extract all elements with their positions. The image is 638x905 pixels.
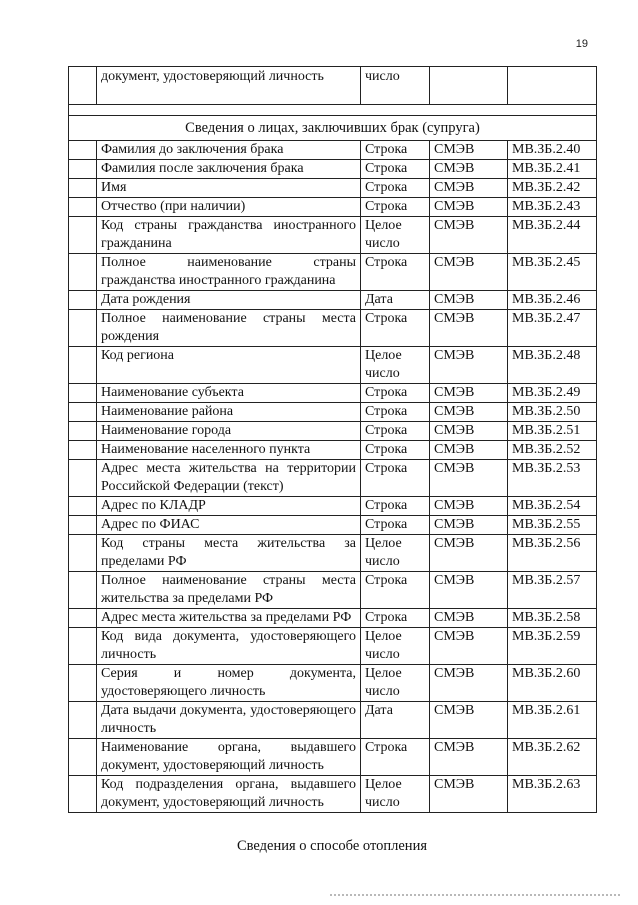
field-name-cell: Код страны места жительства за пределами РФ	[97, 535, 361, 572]
row-index-cell	[69, 702, 97, 739]
field-name-cell: Адрес по КЛАДР	[97, 497, 361, 516]
field-code-cell: МВ.ЗБ.2.42	[508, 179, 597, 198]
field-type-cell: Дата	[361, 702, 430, 739]
row-index-cell	[69, 776, 97, 813]
field-code-cell: МВ.ЗБ.2.45	[508, 254, 597, 291]
field-name-cell: Серия и номер документа, удостоверяющего личность	[97, 665, 361, 702]
table-row	[69, 441, 597, 460]
field-code-cell: МВ.ЗБ.2.59	[508, 628, 597, 665]
field-name-cell: Дата выдачи документа, удостоверяющего личность	[97, 702, 361, 739]
continued-row	[69, 67, 597, 105]
field-source-cell: СМЭВ	[430, 422, 508, 441]
field-name-cell: Наименование органа, выдавшего документ, удостоверяющий личность	[97, 739, 361, 776]
row-index-cell	[69, 310, 97, 347]
field-code-cell: МВ.ЗБ.2.62	[508, 739, 597, 776]
field-type-cell: Строка	[361, 384, 430, 403]
field-code-cell: МВ.ЗБ.2.53	[508, 460, 597, 497]
field-code-cell: МВ.ЗБ.2.51	[508, 422, 597, 441]
field-type-cell: Целое число	[361, 347, 430, 384]
field-name-cell: Адрес по ФИАС	[97, 516, 361, 535]
field-type-cell: Строка	[361, 739, 430, 776]
table-row	[69, 291, 597, 310]
table-row	[69, 702, 597, 739]
field-code-cell: МВ.ЗБ.2.63	[508, 776, 597, 813]
field-name-cell: Наименование города	[97, 422, 361, 441]
table-row	[69, 665, 597, 702]
row-index-cell	[69, 179, 97, 198]
field-code-cell: МВ.ЗБ.2.50	[508, 403, 597, 422]
field-type-cell: Целое число	[361, 665, 430, 702]
scan-artifact	[330, 894, 620, 899]
table-row	[69, 422, 597, 441]
row-index-cell	[69, 460, 97, 497]
field-source-cell: СМЭВ	[430, 160, 508, 179]
field-type-cell: Строка	[361, 198, 430, 217]
field-code-cell: МВ.ЗБ.2.40	[508, 141, 597, 160]
table-row	[69, 572, 597, 609]
field-type-cell: Дата	[361, 291, 430, 310]
row-index-cell	[69, 665, 97, 702]
row-index-cell	[69, 628, 97, 665]
row-index-cell	[69, 347, 97, 384]
field-code-cell: МВ.ЗБ.2.43	[508, 198, 597, 217]
field-name-cell: Код подразделения органа, выдавшего документ, удостоверяющий личность	[97, 776, 361, 813]
table-row	[69, 460, 597, 497]
field-name-cell: Наименование населенного пункта	[97, 441, 361, 460]
row-index-cell	[69, 254, 97, 291]
row-index-cell	[69, 198, 97, 217]
field-name-cell: Адрес места жительства за пределами РФ	[97, 609, 361, 628]
field-name-cell: Фамилия до заключения брака	[97, 141, 361, 160]
field-code-cell: МВ.ЗБ.2.49	[508, 384, 597, 403]
row-index-cell	[69, 217, 97, 254]
field-type-cell: Строка	[361, 422, 430, 441]
row-index-cell	[69, 516, 97, 535]
field-source-cell: СМЭВ	[430, 403, 508, 422]
field-type-cell: Строка	[361, 572, 430, 609]
field-type-cell: Строка	[361, 141, 430, 160]
row-index-cell	[69, 609, 97, 628]
field-source-cell: СМЭВ	[430, 441, 508, 460]
row-index-cell	[69, 739, 97, 776]
field-source-cell: СМЭВ	[430, 516, 508, 535]
row-index-cell	[69, 403, 97, 422]
field-name-cell: Наименование района	[97, 403, 361, 422]
row-index-cell	[69, 384, 97, 403]
field-source-cell	[430, 67, 508, 105]
field-type-cell: Строка	[361, 254, 430, 291]
row-index-cell	[69, 67, 97, 105]
table-row	[69, 254, 597, 291]
field-source-cell: СМЭВ	[430, 291, 508, 310]
field-name-cell: документ, удостоверяющий личность	[97, 67, 361, 105]
field-source-cell: СМЭВ	[430, 179, 508, 198]
field-source-cell: СМЭВ	[430, 739, 508, 776]
field-name-cell: Фамилия после заключения брака	[97, 160, 361, 179]
next-section-caption: Сведения о способе отопления	[237, 838, 427, 854]
field-name-cell: Код вида документа, удостоверяющего личность	[97, 628, 361, 665]
field-name-cell: Полное наименование страны места жительства за пределами РФ	[97, 572, 361, 609]
field-code-cell: МВ.ЗБ.2.44	[508, 217, 597, 254]
table-row	[69, 516, 597, 535]
field-type-cell: число	[361, 67, 430, 105]
field-source-cell: СМЭВ	[430, 497, 508, 516]
field-type-cell: Строка	[361, 516, 430, 535]
field-code-cell: МВ.ЗБ.2.55	[508, 516, 597, 535]
page-number: 19	[575, 38, 588, 50]
field-code-cell	[508, 67, 597, 105]
field-name-cell: Отчество (при наличии)	[97, 198, 361, 217]
spacer-row	[69, 105, 597, 116]
section-title: Сведения о лицах, заключивших брак (супруга)	[69, 116, 597, 141]
table-row	[69, 535, 597, 572]
field-code-cell: МВ.ЗБ.2.48	[508, 347, 597, 384]
field-name-cell: Наименование субъекта	[97, 384, 361, 403]
field-type-cell: Целое число	[361, 776, 430, 813]
field-source-cell: СМЭВ	[430, 141, 508, 160]
data-fields-table	[68, 66, 597, 813]
row-index-cell	[69, 572, 97, 609]
field-source-cell: СМЭВ	[430, 217, 508, 254]
field-type-cell: Строка	[361, 497, 430, 516]
row-index-cell	[69, 291, 97, 310]
field-name-cell: Код региона	[97, 347, 361, 384]
field-source-cell: СМЭВ	[430, 609, 508, 628]
table-row	[69, 198, 597, 217]
field-code-cell: МВ.ЗБ.2.61	[508, 702, 597, 739]
field-code-cell: МВ.ЗБ.2.58	[508, 609, 597, 628]
field-code-cell: МВ.ЗБ.2.47	[508, 310, 597, 347]
field-type-cell: Строка	[361, 310, 430, 347]
field-code-cell: МВ.ЗБ.2.46	[508, 291, 597, 310]
field-code-cell: МВ.ЗБ.2.56	[508, 535, 597, 572]
field-code-cell: МВ.ЗБ.2.57	[508, 572, 597, 609]
row-index-cell	[69, 535, 97, 572]
field-source-cell: СМЭВ	[430, 254, 508, 291]
spacer-cell	[69, 105, 597, 116]
field-name-cell: Полное наименование страны гражданства иностранного гражданина	[97, 254, 361, 291]
table-row	[69, 628, 597, 665]
field-type-cell: Строка	[361, 441, 430, 460]
field-code-cell: МВ.ЗБ.2.54	[508, 497, 597, 516]
table-row	[69, 310, 597, 347]
field-source-cell: СМЭВ	[430, 347, 508, 384]
field-name-cell: Код страны гражданства иностранного гражданина	[97, 217, 361, 254]
field-source-cell: СМЭВ	[430, 665, 508, 702]
table-row	[69, 403, 597, 422]
field-source-cell: СМЭВ	[430, 535, 508, 572]
field-type-cell: Строка	[361, 609, 430, 628]
table-row	[69, 497, 597, 516]
field-code-cell: МВ.ЗБ.2.41	[508, 160, 597, 179]
field-source-cell: СМЭВ	[430, 628, 508, 665]
field-source-cell: СМЭВ	[430, 310, 508, 347]
field-code-cell: МВ.ЗБ.2.60	[508, 665, 597, 702]
field-source-cell: СМЭВ	[430, 776, 508, 813]
field-source-cell: СМЭВ	[430, 198, 508, 217]
table-row	[69, 609, 597, 628]
table-row	[69, 776, 597, 813]
field-type-cell: Строка	[361, 460, 430, 497]
field-name-cell: Адрес места жительства на территории Российской Федерации (текст)	[97, 460, 361, 497]
table-row	[69, 160, 597, 179]
row-index-cell	[69, 441, 97, 460]
row-index-cell	[69, 422, 97, 441]
field-source-cell: СМЭВ	[430, 572, 508, 609]
field-source-cell: СМЭВ	[430, 702, 508, 739]
field-name-cell: Имя	[97, 179, 361, 198]
table-row	[69, 179, 597, 198]
field-source-cell: СМЭВ	[430, 460, 508, 497]
row-index-cell	[69, 141, 97, 160]
field-type-cell: Строка	[361, 160, 430, 179]
field-type-cell: Целое число	[361, 628, 430, 665]
field-type-cell: Целое число	[361, 535, 430, 572]
table-row	[69, 141, 597, 160]
field-name-cell: Дата рождения	[97, 291, 361, 310]
table-row	[69, 384, 597, 403]
field-type-cell: Строка	[361, 403, 430, 422]
row-index-cell	[69, 497, 97, 516]
section-header-row	[69, 116, 597, 141]
table-row	[69, 347, 597, 384]
table-row	[69, 739, 597, 776]
field-code-cell: МВ.ЗБ.2.52	[508, 441, 597, 460]
table-row	[69, 217, 597, 254]
field-type-cell: Строка	[361, 179, 430, 198]
field-name-cell: Полное наименование страны места рождения	[97, 310, 361, 347]
field-source-cell: СМЭВ	[430, 384, 508, 403]
row-index-cell	[69, 160, 97, 179]
field-type-cell: Целое число	[361, 217, 430, 254]
